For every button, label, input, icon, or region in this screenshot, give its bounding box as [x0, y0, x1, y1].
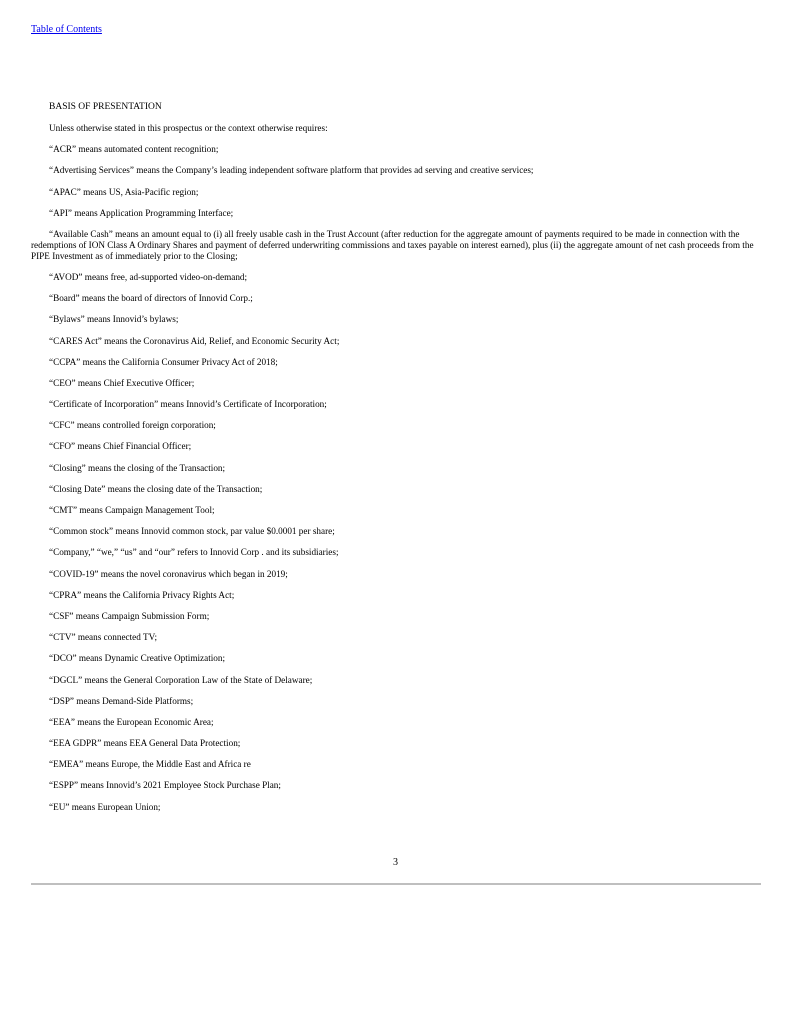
definition-item: “APAC” means US, Asia-Pacific region; [49, 186, 199, 197]
definition-item: “CFC” means controlled foreign corporation; [49, 420, 216, 431]
document-body [31, 102, 761, 823]
definition-item: “Available Cash” means an amount equal to (i) all freely usable cash in the Trust Account (after reduction for the aggregate amount of payments required to be made in connection with the redemptions of ION Class A Ordinary Shares and payment of deferred underwriting commissions and taxes payable on interest earned), plus (ii) the aggregate amount of net cash proceeds from the PIPE Investment as of immediately prior to the Closing; [31, 228, 754, 261]
definition-item: “DGCL” means the General Corporation Law of the State of Delaware; [49, 674, 313, 685]
definition-item: “DCO” means Dynamic Creative Optimization; [49, 653, 226, 664]
definition-item: “CARES Act” means the Coronavirus Aid, Relief, and Economic Security Act; [49, 335, 340, 346]
definition-item: “CEO” means Chief Executive Officer; [49, 377, 195, 388]
definition-item: “CTV” means connected TV; [49, 632, 158, 643]
intro-paragraph: Unless otherwise stated in this prospectus or the context otherwise requires: [49, 123, 328, 133]
definition-item: “Board” means the board of directors of Innovid Corp.; [49, 293, 253, 304]
definition-item: “CPRA” means the California Privacy Rights Act; [49, 589, 235, 600]
definition-item: “Certificate of Incorporation” means Innovid’s Certificate of Incorporation; [49, 399, 327, 410]
definition-item: “ACR” means automated content recognition; [49, 144, 219, 155]
definition-item: “Company,” “we,” “us” and “our” refers to Innovid Corp . and its subsidiaries; [49, 547, 339, 558]
definition-item: “AVOD” means free, ad-supported video-on-demand; [49, 271, 248, 282]
definition-item: “Closing Date” means the closing date of the Transaction; [49, 483, 263, 494]
definition-item: “CMT” means Campaign Management Tool; [49, 505, 215, 515]
table-of-contents-link[interactable]: Table of Contents [31, 24, 102, 35]
definition-item: “EU” means European Union; [49, 801, 161, 812]
definition-item: “EEA” means the European Economic Area; [49, 716, 214, 727]
definition-item: “EEA GDPR” means EEA General Data Protection; [49, 738, 241, 749]
definition-item: “CFO” means Chief Financial Officer; [49, 441, 192, 452]
definition-item: “Common stock” means Innovid common stock, par value $0.0001 per share; [49, 526, 335, 537]
definition-item: “ESPP” means Innovid’s 2021 Employee Stock Purchase Plan; [49, 780, 281, 791]
section-title: BASIS OF PRESENTATION [49, 102, 162, 112]
definition-item: “EMEA” means Europe, the Middle East and Africa re [49, 759, 251, 770]
definition-item: “CCPA” means the California Consumer Privacy Act of 2018; [49, 356, 278, 367]
page-divider [31, 883, 761, 885]
definition-item: “Closing” means the closing of the Transaction; [49, 462, 226, 473]
definition-item: “API” means Application Programming Interface; [49, 207, 234, 218]
definitions-list [31, 123, 761, 813]
page-number: 3 [393, 857, 398, 868]
definition-item: “CSF” means Campaign Submission Form; [49, 610, 210, 621]
definition-item: “Advertising Services” means the Company’s leading independent software platform that provides ad serving and creative services; [49, 165, 534, 176]
definition-item: “COVID-19” means the novel coronavirus which began in 2019; [49, 568, 288, 579]
definition-item: “DSP” means Demand-Side Platforms; [49, 695, 194, 706]
definition-item: “Bylaws” means Innovid’s bylaws; [49, 314, 179, 325]
